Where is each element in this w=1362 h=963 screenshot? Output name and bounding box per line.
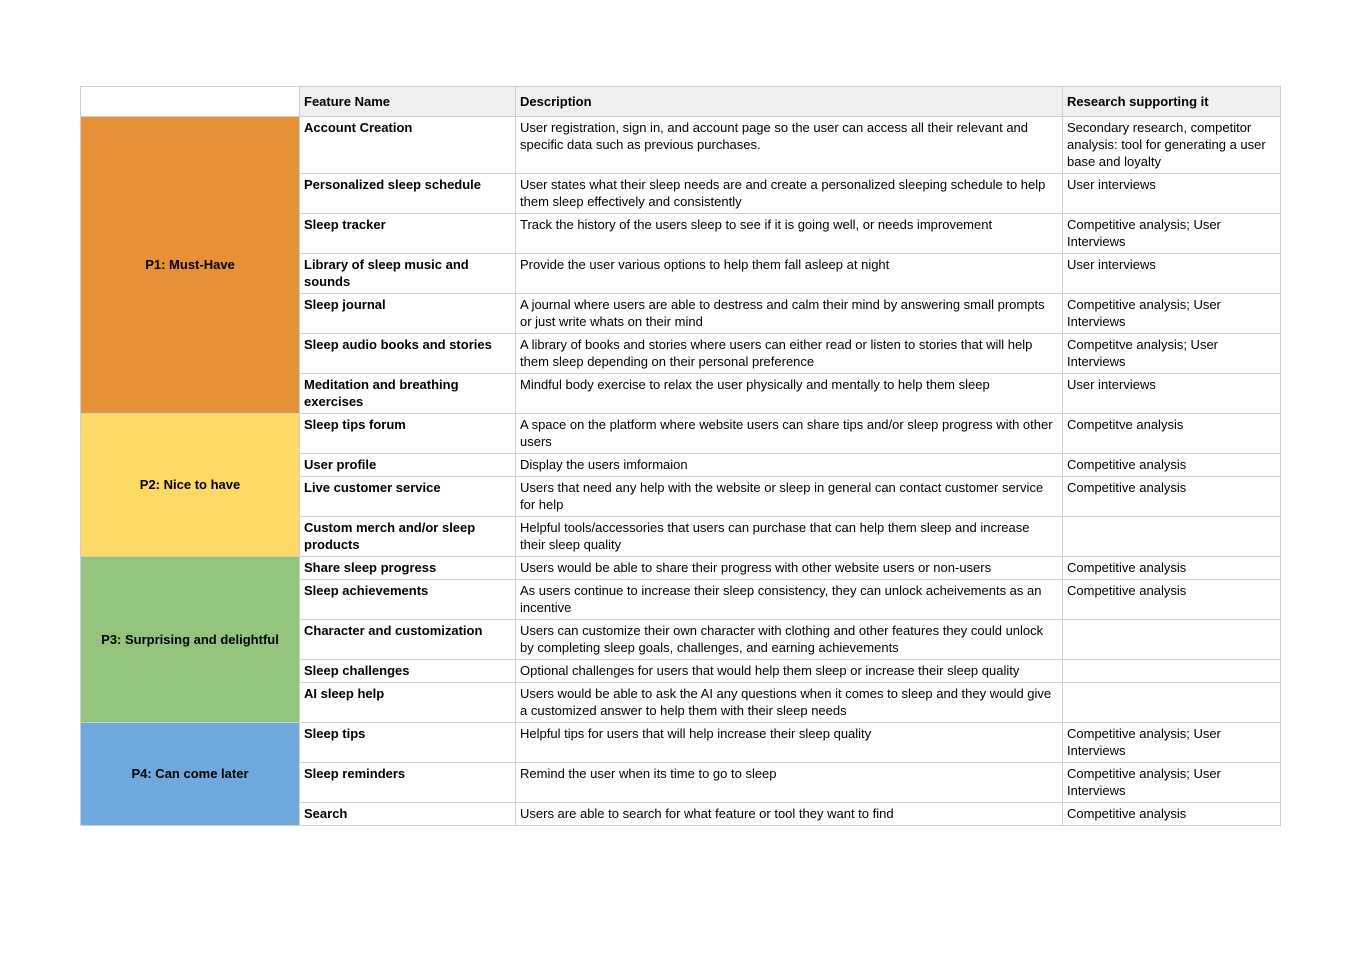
description-cell: Optional challenges for users that would help them sleep or increase their sleep quality [516,660,1063,683]
research-cell: Competitive analysis [1063,557,1281,580]
research-cell: Competitve analysis; User Interviews [1063,334,1281,374]
feature-name-cell: Sleep reminders [300,763,516,803]
research-cell: Competitive analysis [1063,454,1281,477]
research-cell: Competitive analysis; User Interviews [1063,723,1281,763]
feature-name-cell: User profile [300,454,516,477]
feature-name-cell: Account Creation [300,117,516,174]
research-header: Research supporting it [1063,87,1281,117]
feature-name-cell: Custom merch and/or sleep products [300,517,516,557]
description-cell: As users continue to increase their sleep consistency, they can unlock acheivements as an incentive [516,580,1063,620]
description-cell: User states what their sleep needs are and create a personalized sleeping schedule to help them sleep effectively and consistently [516,174,1063,214]
research-cell: User interviews [1063,254,1281,294]
description-cell: A library of books and stories where users can either read or listen to stories that will help them sleep depending on their personal preference [516,334,1063,374]
feature-name-cell: Sleep tips [300,723,516,763]
description-cell: User registration, sign in, and account page so the user can access all their relevant and specific data such as previous purchases. [516,117,1063,174]
description-cell: Display the users imformaion [516,454,1063,477]
priority-group-label: P2: Nice to have [81,414,300,557]
research-cell: Competitive analysis; User Interviews [1063,763,1281,803]
research-cell: Secondary research, competitor analysis: tool for generating a user base and loyalty [1063,117,1281,174]
feature-name-cell: Sleep journal [300,294,516,334]
description-cell: Users would be able to ask the AI any questions when it comes to sleep and they would give a customized answer to help them with their sleep needs [516,683,1063,723]
feature-name-cell: Sleep tracker [300,214,516,254]
feature-name-cell: AI sleep help [300,683,516,723]
header-row [81,87,1281,117]
research-cell: Competitve analysis [1063,414,1281,454]
feature-name-cell: Personalized sleep schedule [300,174,516,214]
description-cell: Mindful body exercise to relax the user physically and mentally to help them sleep [516,374,1063,414]
description-cell: Remind the user when its time to go to sleep [516,763,1063,803]
feature-name-cell: Search [300,803,516,826]
description-cell: Users would be able to share their progress with other website users or non-users [516,557,1063,580]
description-cell: A journal where users are able to destress and calm their mind by answering small prompts or just write whats on their mind [516,294,1063,334]
feature-name-cell: Sleep challenges [300,660,516,683]
research-cell: User interviews [1063,174,1281,214]
research-cell: Competitive analysis [1063,477,1281,517]
table-row [81,557,1281,580]
description-cell: A space on the platform where website users can share tips and/or sleep progress with other users [516,414,1063,454]
feature-name-cell: Share sleep progress [300,557,516,580]
feature-priority-table [80,86,1281,826]
table-row [81,117,1281,174]
research-cell: Competitive analysis [1063,580,1281,620]
description-cell: Track the history of the users sleep to see if it is going well, or needs improvement [516,214,1063,254]
feature-name-cell: Character and customization [300,620,516,660]
table-row [81,723,1281,763]
feature-name-cell: Live customer service [300,477,516,517]
feature-name-cell: Library of sleep music and sounds [300,254,516,294]
table-row [81,414,1281,454]
feature-name-cell: Sleep tips forum [300,414,516,454]
research-cell: Competitive analysis [1063,803,1281,826]
description-cell: Provide the user various options to help them fall asleep at night [516,254,1063,294]
feature-name-cell: Sleep achievements [300,580,516,620]
research-cell: Competitive analysis; User Interviews [1063,214,1281,254]
research-cell: User interviews [1063,374,1281,414]
table-body [81,117,1281,826]
feature-name-header: Feature Name [300,87,516,117]
priority-group-label: P3: Surprising and delightful [81,557,300,723]
priority-group-label: P4: Can come later [81,723,300,826]
description-cell: Helpful tips for users that will help increase their sleep quality [516,723,1063,763]
description-header: Description [516,87,1063,117]
research-cell [1063,683,1281,723]
description-cell: Users that need any help with the website or sleep in general can contact customer service for help [516,477,1063,517]
feature-name-cell: Sleep audio books and stories [300,334,516,374]
research-cell: Competitive analysis; User Interviews [1063,294,1281,334]
feature-name-cell: Meditation and breathing exercises [300,374,516,414]
description-cell: Users can customize their own character with clothing and other features they could unlock by completing sleep goals, challenges, and earning achievements [516,620,1063,660]
research-cell [1063,620,1281,660]
description-cell: Helpful tools/accessories that users can purchase that can help them sleep and increase their sleep quality [516,517,1063,557]
research-cell [1063,660,1281,683]
description-cell: Users are able to search for what feature or tool they want to find [516,803,1063,826]
priority-group-label: P1: Must-Have [81,117,300,414]
research-cell [1063,517,1281,557]
priority-header [81,87,300,117]
